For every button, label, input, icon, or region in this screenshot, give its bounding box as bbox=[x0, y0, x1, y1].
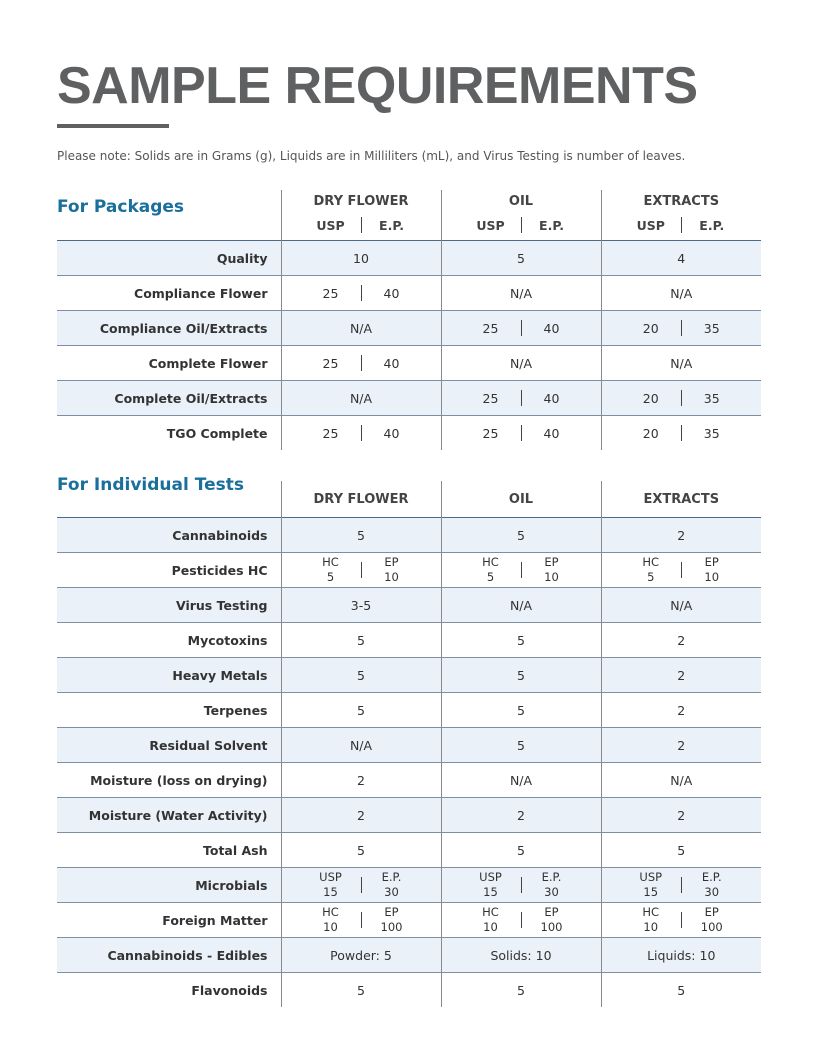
cell-value-ep: 40 bbox=[543, 320, 560, 336]
cell-value: N/A bbox=[349, 737, 373, 753]
cell-value: 5 bbox=[357, 667, 365, 683]
table-row bbox=[57, 241, 761, 276]
sub-header-ep: E.P. bbox=[699, 217, 725, 233]
value-pair bbox=[442, 555, 601, 585]
cell-key: E.P. bbox=[541, 870, 562, 884]
value-pair bbox=[282, 555, 441, 585]
table-row bbox=[57, 693, 761, 728]
cell-key: USP bbox=[479, 870, 502, 884]
sub-header-usp: USP bbox=[476, 217, 505, 233]
cell-value: N/A bbox=[349, 320, 373, 336]
value-cell bbox=[441, 658, 601, 693]
cell-value: N/A bbox=[670, 285, 693, 301]
value-stack-left bbox=[461, 870, 521, 900]
cell-key: HC bbox=[482, 905, 499, 919]
group-name: EXTRACTS bbox=[643, 491, 720, 507]
group-name: DRY FLOWER bbox=[313, 491, 409, 507]
cell-value: 2 bbox=[357, 807, 365, 823]
value-pair bbox=[602, 905, 762, 935]
value-cell bbox=[441, 241, 601, 276]
value-cell bbox=[281, 416, 441, 451]
cell-key: USP bbox=[319, 870, 342, 884]
table-row bbox=[57, 553, 761, 588]
individual-header-row bbox=[57, 481, 761, 518]
cell-value: 5 bbox=[357, 527, 365, 543]
value-cell bbox=[601, 763, 761, 798]
cell-value-ep: 40 bbox=[543, 390, 560, 406]
value-cell bbox=[281, 311, 441, 346]
value-cell bbox=[281, 518, 441, 553]
value-cell bbox=[601, 416, 761, 451]
cell-value-usp: 25 bbox=[482, 425, 499, 441]
cell-value: N/A bbox=[670, 772, 693, 788]
value-pair bbox=[282, 870, 441, 900]
header-spacer bbox=[57, 190, 281, 241]
cell-value: 30 bbox=[544, 885, 559, 899]
cell-value: N/A bbox=[349, 390, 373, 406]
cell-key: HC bbox=[322, 555, 339, 569]
group-header-dry-flower bbox=[281, 481, 441, 518]
packages-table bbox=[57, 190, 761, 450]
value-cell bbox=[281, 381, 441, 416]
cell-value-ep: 35 bbox=[703, 425, 720, 441]
value-cell bbox=[601, 623, 761, 658]
cell-key: EP bbox=[384, 905, 399, 919]
row-label: Complete Oil/Extracts bbox=[57, 381, 281, 416]
value-cell bbox=[601, 553, 761, 588]
cell-value-usp: 25 bbox=[322, 425, 339, 441]
cell-value: 5 bbox=[517, 527, 525, 543]
table-row bbox=[57, 276, 761, 311]
cell-value: 30 bbox=[384, 885, 399, 899]
value-cell bbox=[281, 833, 441, 868]
sub-header-usp: USP bbox=[316, 217, 345, 233]
value-stack-right bbox=[682, 870, 742, 900]
cell-value: Solids: 10 bbox=[490, 947, 552, 963]
row-label: Pesticides HC bbox=[57, 553, 281, 588]
cell-value: 2 bbox=[677, 807, 686, 823]
value-cell bbox=[441, 346, 601, 381]
table-row bbox=[57, 346, 761, 381]
value-pair bbox=[602, 390, 762, 406]
cell-value: 10 bbox=[544, 570, 559, 584]
cell-value: 2 bbox=[677, 737, 686, 753]
value-cell bbox=[281, 276, 441, 311]
value-cell bbox=[441, 728, 601, 763]
value-stack-right bbox=[522, 905, 582, 935]
cell-value: N/A bbox=[509, 597, 533, 613]
value-cell bbox=[281, 346, 441, 381]
value-pair bbox=[602, 870, 762, 900]
cell-value: N/A bbox=[670, 355, 693, 371]
row-label: Terpenes bbox=[57, 693, 281, 728]
table-row bbox=[57, 416, 761, 451]
cell-key: HC bbox=[642, 905, 660, 919]
packages-heading: For Packages bbox=[57, 197, 185, 217]
table-row bbox=[57, 728, 761, 763]
value-pair bbox=[282, 355, 441, 371]
cell-key: USP bbox=[639, 870, 663, 884]
value-cell bbox=[441, 588, 601, 623]
row-label: Quality bbox=[57, 241, 281, 276]
group-name: DRY FLOWER bbox=[313, 194, 409, 209]
cell-value: 5 bbox=[486, 570, 495, 584]
row-label: Heavy Metals bbox=[57, 658, 281, 693]
value-stack-right bbox=[522, 870, 582, 900]
value-cell bbox=[601, 903, 761, 938]
value-cell bbox=[281, 798, 441, 833]
row-label: Compliance Oil/Extracts bbox=[57, 311, 281, 346]
value-cell bbox=[441, 416, 601, 451]
cell-value-ep: 35 bbox=[703, 320, 720, 336]
value-stack-left bbox=[461, 905, 521, 935]
value-cell bbox=[601, 518, 761, 553]
value-cell bbox=[441, 553, 601, 588]
cell-value: 5 bbox=[677, 842, 686, 858]
value-stack-left bbox=[621, 905, 681, 935]
value-pair bbox=[442, 425, 601, 441]
cell-value: N/A bbox=[509, 355, 533, 371]
cell-value: 100 bbox=[540, 920, 563, 934]
table-row bbox=[57, 311, 761, 346]
table-row bbox=[57, 623, 761, 658]
value-stack-right bbox=[362, 870, 422, 900]
header-spacer bbox=[57, 481, 281, 518]
cell-value: N/A bbox=[509, 285, 533, 301]
value-cell bbox=[601, 868, 761, 903]
value-cell bbox=[441, 833, 601, 868]
cell-key: HC bbox=[482, 555, 499, 569]
row-label: Compliance Flower bbox=[57, 276, 281, 311]
value-pair bbox=[282, 425, 441, 441]
cell-value: 5 bbox=[647, 570, 655, 584]
sub-header-usp: USP bbox=[636, 217, 665, 233]
value-cell bbox=[441, 938, 601, 973]
value-cell bbox=[601, 658, 761, 693]
value-stack-right bbox=[362, 555, 422, 585]
row-label: Total Ash bbox=[57, 833, 281, 868]
cell-value: 5 bbox=[517, 737, 525, 753]
individual-tests-heading: For Individual Tests bbox=[57, 475, 244, 495]
cell-value-usp: 25 bbox=[322, 355, 339, 371]
cell-value-usp: 20 bbox=[642, 390, 659, 406]
value-cell bbox=[281, 868, 441, 903]
value-cell bbox=[601, 973, 761, 1008]
value-pair bbox=[602, 425, 762, 441]
value-cell bbox=[441, 763, 601, 798]
cell-value: 5 bbox=[326, 570, 335, 584]
value-stack-left bbox=[301, 555, 361, 585]
value-cell bbox=[601, 381, 761, 416]
value-cell bbox=[441, 868, 601, 903]
cell-value: 15 bbox=[323, 885, 338, 899]
cell-key: HC bbox=[322, 905, 339, 919]
cell-value: 5 bbox=[517, 842, 525, 858]
table-row bbox=[57, 518, 761, 553]
cell-value: 10 bbox=[643, 920, 659, 934]
cell-value-usp: 25 bbox=[322, 285, 339, 301]
cell-value: 2 bbox=[677, 632, 686, 648]
value-stack-right bbox=[682, 905, 742, 935]
value-pair bbox=[282, 285, 441, 301]
table-row bbox=[57, 938, 761, 973]
row-label: Virus Testing bbox=[57, 588, 281, 623]
cell-value: 2 bbox=[677, 667, 686, 683]
value-cell bbox=[441, 903, 601, 938]
sub-header-ep: E.P. bbox=[539, 217, 564, 233]
cell-value: 2 bbox=[357, 772, 365, 788]
cell-value: N/A bbox=[670, 597, 693, 613]
cell-value: 10 bbox=[704, 570, 720, 584]
row-label: Complete Flower bbox=[57, 346, 281, 381]
cell-value: 5 bbox=[357, 702, 365, 718]
cell-value: 10 bbox=[323, 920, 338, 934]
cell-key: HC bbox=[642, 555, 660, 569]
group-header-extracts bbox=[601, 190, 761, 241]
cell-value-ep: 40 bbox=[383, 285, 400, 301]
value-pair bbox=[602, 555, 762, 585]
row-label: Residual Solvent bbox=[57, 728, 281, 763]
cell-value-ep: 40 bbox=[383, 425, 400, 441]
cell-value-usp: 25 bbox=[482, 390, 499, 406]
table-row bbox=[57, 763, 761, 798]
value-pair bbox=[602, 320, 762, 336]
cell-value: 3-5 bbox=[350, 597, 372, 613]
cell-value: 5 bbox=[517, 702, 525, 718]
value-cell bbox=[281, 658, 441, 693]
value-cell bbox=[281, 728, 441, 763]
value-stack-left bbox=[621, 555, 681, 585]
value-cell bbox=[441, 798, 601, 833]
page-title: SAMPLE REQUIREMENTS bbox=[57, 57, 698, 115]
value-stack-left bbox=[301, 870, 361, 900]
table-row bbox=[57, 973, 761, 1008]
value-cell bbox=[281, 938, 441, 973]
value-cell bbox=[441, 276, 601, 311]
cell-value: 100 bbox=[380, 920, 403, 934]
cell-key: EP bbox=[544, 905, 559, 919]
cell-value: 5 bbox=[357, 982, 365, 998]
cell-value-usp: 20 bbox=[642, 320, 659, 336]
value-cell bbox=[601, 276, 761, 311]
cell-value-ep: 40 bbox=[543, 425, 560, 441]
group-header-oil bbox=[441, 481, 601, 518]
units-note: Please note: Solids are in Grams (g), Liquids are in Milliliters (mL), and Virus Testing is number of leaves. bbox=[57, 149, 686, 163]
cell-value: 5 bbox=[517, 632, 525, 648]
value-cell bbox=[281, 693, 441, 728]
value-cell bbox=[601, 728, 761, 763]
cell-key: EP bbox=[704, 905, 719, 919]
cell-key: E.P. bbox=[381, 870, 402, 884]
row-label: Moisture (Water Activity) bbox=[57, 798, 281, 833]
value-cell bbox=[601, 938, 761, 973]
value-cell bbox=[281, 241, 441, 276]
value-pair bbox=[442, 320, 601, 336]
value-pair bbox=[442, 905, 601, 935]
cell-value: 15 bbox=[483, 885, 498, 899]
value-cell bbox=[281, 623, 441, 658]
table-row bbox=[57, 588, 761, 623]
group-name: OIL bbox=[508, 194, 534, 209]
cell-key: EP bbox=[384, 555, 399, 569]
cell-value: 5 bbox=[517, 982, 525, 998]
value-stack-left bbox=[621, 870, 681, 900]
value-cell bbox=[441, 518, 601, 553]
cell-value-usp: 20 bbox=[642, 425, 659, 441]
row-label: Foreign Matter bbox=[57, 903, 281, 938]
cell-value: 4 bbox=[677, 250, 686, 266]
table-row bbox=[57, 833, 761, 868]
value-stack-right bbox=[362, 905, 422, 935]
cell-key: E.P. bbox=[701, 870, 722, 884]
group-header-oil bbox=[441, 190, 601, 241]
value-cell bbox=[441, 311, 601, 346]
cell-key: EP bbox=[704, 555, 719, 569]
row-label: Flavonoids bbox=[57, 973, 281, 1008]
cell-value: 30 bbox=[704, 885, 720, 899]
group-name: EXTRACTS bbox=[643, 194, 720, 209]
value-pair bbox=[442, 870, 601, 900]
value-cell bbox=[441, 381, 601, 416]
table-row bbox=[57, 903, 761, 938]
cell-value: 15 bbox=[643, 885, 659, 899]
cell-value: 10 bbox=[353, 250, 369, 266]
value-cell bbox=[441, 973, 601, 1008]
table-row bbox=[57, 381, 761, 416]
cell-value: N/A bbox=[509, 772, 533, 788]
group-header-extracts bbox=[601, 481, 761, 518]
value-cell bbox=[601, 346, 761, 381]
table-row bbox=[57, 868, 761, 903]
value-stack-left bbox=[461, 555, 521, 585]
group-name: OIL bbox=[508, 491, 534, 507]
cell-value: Powder: 5 bbox=[330, 947, 392, 963]
title-underline bbox=[57, 124, 169, 128]
cell-value: 100 bbox=[700, 920, 723, 934]
value-cell bbox=[441, 693, 601, 728]
cell-value-ep: 40 bbox=[383, 355, 400, 371]
cell-value: Liquids: 10 bbox=[647, 947, 716, 963]
cell-value: 5 bbox=[357, 842, 365, 858]
cell-value: 5 bbox=[517, 250, 525, 266]
value-cell bbox=[441, 623, 601, 658]
value-cell bbox=[281, 588, 441, 623]
value-cell bbox=[601, 693, 761, 728]
row-label: Cannabinoids bbox=[57, 518, 281, 553]
cell-value: 2 bbox=[677, 527, 686, 543]
cell-value: 5 bbox=[517, 667, 525, 683]
sub-header-ep: E.P. bbox=[379, 217, 404, 233]
individual-tests-table bbox=[57, 481, 761, 1007]
cell-value: 10 bbox=[483, 920, 498, 934]
cell-value: 5 bbox=[677, 982, 686, 998]
cell-value: 2 bbox=[677, 702, 686, 718]
value-stack-right bbox=[682, 555, 742, 585]
value-cell bbox=[601, 798, 761, 833]
row-label: TGO Complete bbox=[57, 416, 281, 451]
row-label: Moisture (loss on drying) bbox=[57, 763, 281, 798]
cell-key: EP bbox=[544, 555, 559, 569]
cell-value-ep: 35 bbox=[703, 390, 720, 406]
value-stack-right bbox=[522, 555, 582, 585]
packages-header-row bbox=[57, 190, 761, 241]
row-label: Microbials bbox=[57, 868, 281, 903]
value-cell bbox=[281, 903, 441, 938]
value-cell bbox=[281, 763, 441, 798]
cell-value: 5 bbox=[357, 632, 365, 648]
cell-value: 2 bbox=[517, 807, 525, 823]
value-pair bbox=[282, 905, 441, 935]
value-cell bbox=[281, 973, 441, 1008]
value-pair bbox=[442, 390, 601, 406]
cell-value: 10 bbox=[384, 570, 399, 584]
table-row bbox=[57, 658, 761, 693]
value-cell bbox=[601, 588, 761, 623]
row-label: Mycotoxins bbox=[57, 623, 281, 658]
table-row bbox=[57, 798, 761, 833]
value-cell bbox=[281, 553, 441, 588]
row-label: Cannabinoids - Edibles bbox=[57, 938, 281, 973]
value-cell bbox=[601, 833, 761, 868]
group-header-dry-flower bbox=[281, 190, 441, 241]
value-cell bbox=[601, 311, 761, 346]
value-cell bbox=[601, 241, 761, 276]
value-stack-left bbox=[301, 905, 361, 935]
cell-value-usp: 25 bbox=[482, 320, 499, 336]
